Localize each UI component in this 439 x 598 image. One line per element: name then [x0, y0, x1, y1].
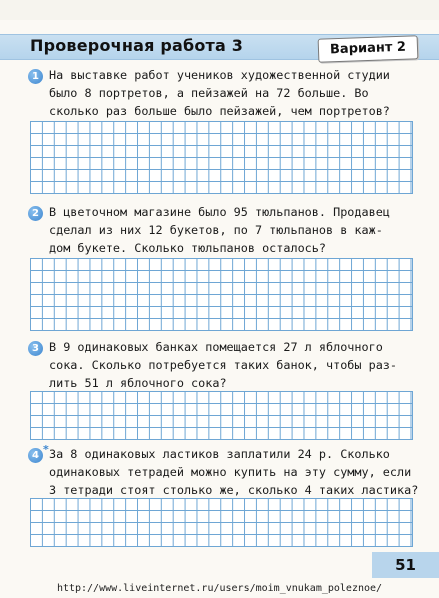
answer-grid[interactable]	[30, 391, 413, 440]
problem-text-line: На выставке работ учеников художественной студии	[49, 68, 390, 82]
problem-text-line: В цветочном магазине было 95 тюльпанов. Продавец	[49, 205, 390, 219]
problem-text	[49, 445, 421, 499]
problem-text-line: сока. Сколько потребуется таких банок, чтобы раз-	[49, 358, 398, 372]
problem-text-line: 3 тетради стоят столько же, сколько 4 таких ластика?	[49, 483, 419, 497]
page-top-margin	[0, 0, 439, 20]
problem-text-line: было 8 портретов, а пейзажей на 72 больше. Во	[49, 86, 369, 100]
problem-text	[49, 66, 421, 120]
problem-number-badge: 4	[28, 448, 43, 463]
answer-grid[interactable]	[30, 498, 413, 547]
problem-text-line: дом букете. Сколько тюльпанов осталось?	[49, 241, 326, 255]
answer-grid[interactable]	[30, 258, 413, 331]
problem-text-line: лить 51 л яблочного сока?	[49, 376, 227, 390]
problem-text	[49, 338, 421, 392]
problem-number-badge: 3	[28, 341, 43, 356]
problem-number-badge: 2	[28, 206, 43, 221]
variant-badge: Вариант 2	[318, 35, 419, 62]
problem-text	[49, 203, 421, 257]
problem-text-line: сделал из них 12 букетов, по 7 тюльпанов в каж-	[49, 223, 383, 237]
problem-text-line: сколько раз больше было пейзажей, чем портретов?	[49, 104, 390, 118]
problem-text-line: За 8 одинаковых ластиков заплатили 24 р. Сколько	[49, 447, 390, 461]
difficulty-star-icon: *	[43, 443, 49, 456]
answer-grid[interactable]	[30, 121, 413, 194]
page-title: Проверочная работа 3	[30, 36, 244, 55]
problem-text-line: В 9 одинаковых банках помещается 27 л яблочного	[49, 340, 383, 354]
problem-text-line: одинаковых тетрадей можно купить на эту сумму, если	[49, 465, 412, 479]
problem-number-badge: 1	[28, 69, 43, 84]
page-number: 51	[372, 552, 439, 578]
footer-url: http://www.liveinternet.ru/users/moim_vnukam_poleznoe/	[0, 580, 439, 598]
